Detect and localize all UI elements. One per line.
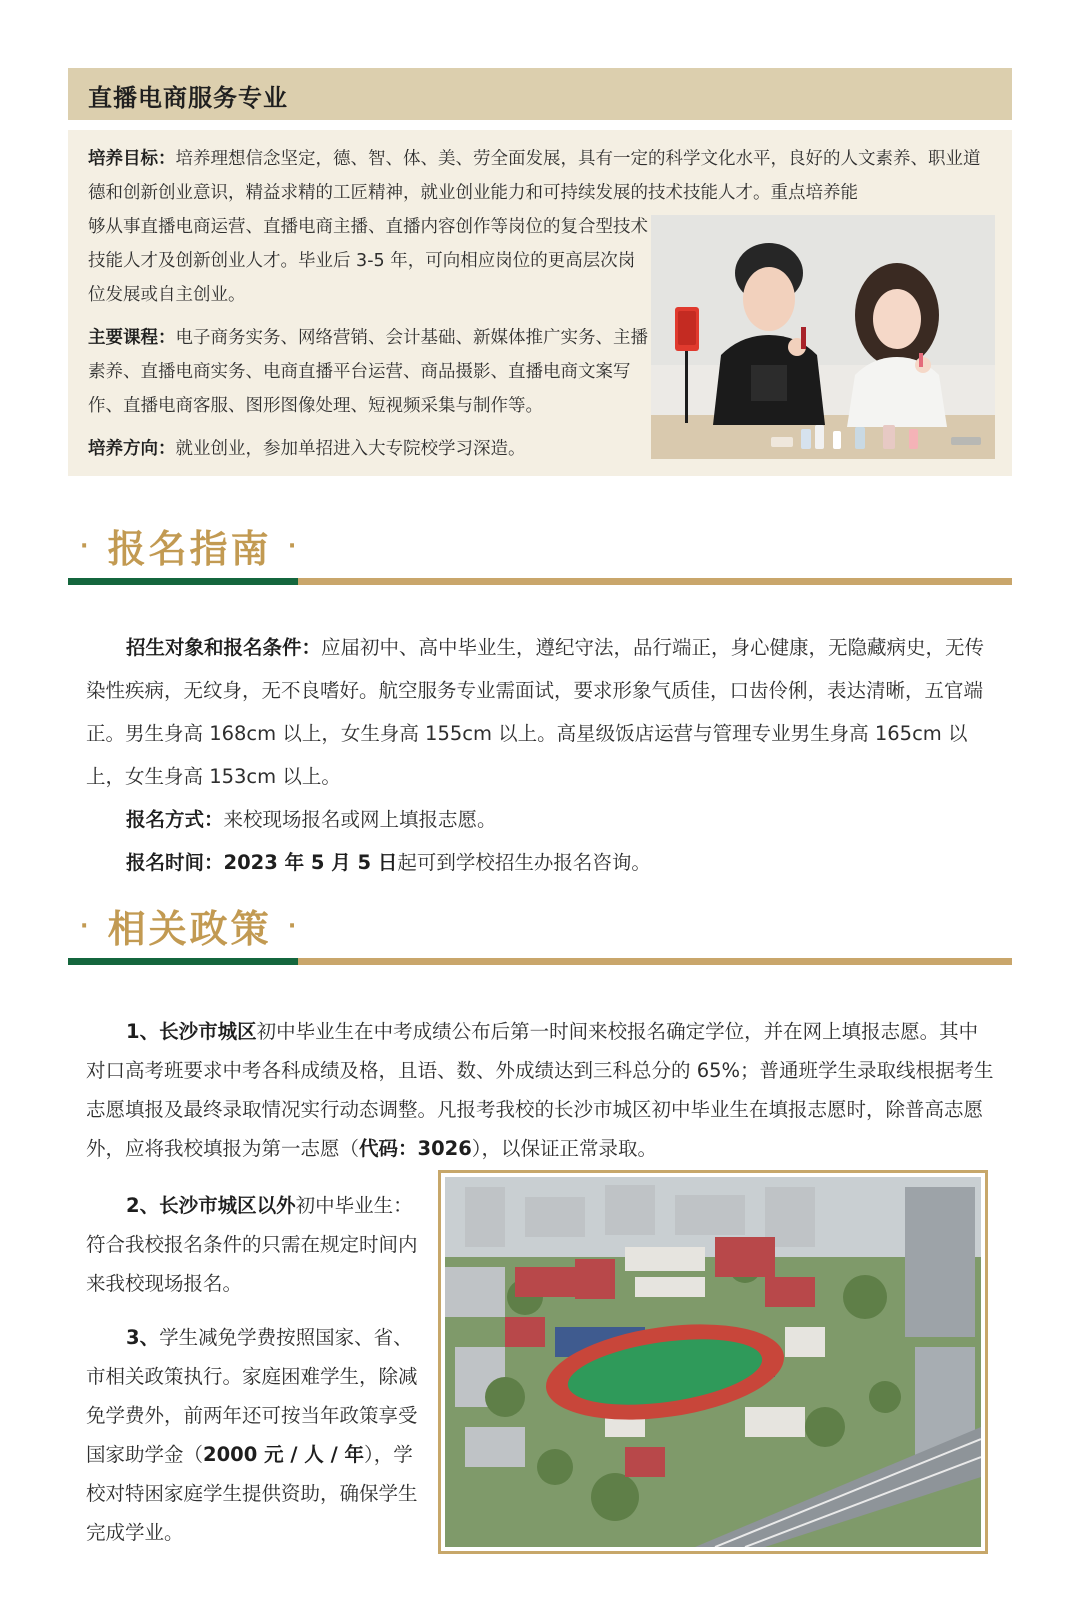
policy-title-text: 相关政策 [107, 907, 272, 951]
title-dot-left: · [80, 534, 92, 559]
divider-gold-segment [298, 958, 1012, 965]
direction-paragraph [88, 432, 648, 466]
policy2-bold: 长沙市城区以外 [159, 1194, 296, 1217]
courses-text: 电子商务实务、网络营销、会计基础、新媒体推广实务、主播素养、直播电商实务、电商直播平台运营、商品摄影、直播电商文案写作、直播电商客服、图形图像处理、短视频采集与制作等。 [88, 328, 648, 416]
policy1-bold: 长沙市城区 [159, 1020, 257, 1043]
conditions-paragraph [86, 626, 996, 798]
policy-item-2 [86, 1186, 426, 1303]
goal-text: 培养理想信念坚定，德、智、体、美、劳全面发展，具有一定的科学文化水平，良好的人文素养、职业道德和创新创业意识，精益求精的工匠精神，就业创业能力和可持续发展的技术技能人才。重点培养能 [88, 149, 981, 203]
divider-green-segment [68, 578, 298, 585]
program-title: 直播电商服务专业 [88, 84, 288, 112]
courses-label: 主要课程： [88, 328, 176, 348]
livestream-photo [651, 215, 995, 459]
time-date: 2023 年 5 月 5 日 [223, 851, 398, 874]
guide-title-text: 报名指南 [107, 527, 272, 571]
divider-gold-segment [298, 578, 1012, 585]
policy1-code: 代码：3026 [359, 1137, 472, 1160]
direction-label: 培养方向： [88, 439, 176, 459]
policy-section-title [80, 898, 299, 953]
policy1-end: ），以保证正常录取。 [471, 1137, 658, 1160]
campus-aerial-image [438, 1170, 988, 1554]
goal-label: 培养目标： [88, 149, 176, 169]
policy-item-3 [86, 1318, 426, 1552]
policy-divider [68, 958, 1012, 965]
time-label: 报名时间： [126, 851, 224, 874]
policy2-text: 初中毕业生：符合我校报名条件的只需在规定时间内来我校现场报名。 [86, 1194, 418, 1295]
guide-content [86, 626, 996, 884]
policy3-number: 3、 [126, 1326, 160, 1349]
method-paragraph [86, 798, 996, 841]
policy1-text: 初中毕业生在中考成绩公布后第一时间来校报名确定学位，并在网上填报志愿。其中对口高考班要求中考各科成绩及格，且语、数、外成绩达到三科总分的 65%；普通班学生录取线根据考生志愿填报及最终录取情况实行动态调整。凡报考我校的长沙市城区初中毕业生在填报志愿时，除普高志愿外，应将我校填报为第一志愿（ [86, 1020, 994, 1160]
method-label: 报名方式： [126, 808, 224, 831]
direction-text: 就业创业，参加单招进入大专院校学习深造。 [175, 439, 526, 459]
courses-paragraph [88, 321, 648, 423]
time-paragraph [86, 841, 996, 884]
policy-item-1 [86, 1012, 996, 1168]
policy2-number: 2、 [126, 1194, 160, 1217]
guide-section-title [80, 518, 299, 573]
divider-green-segment [68, 958, 298, 965]
time-text: 起可到学校招生办报名咨询。 [397, 851, 651, 874]
method-text: 来校现场报名或网上填报志愿。 [223, 808, 497, 831]
policy3-text: 学生减免学费按照国家、省、市相关政策执行。家庭困难学生，除减免学费外，前两年还可按当年政策享受国家助学金（ [86, 1326, 418, 1466]
policy3-end: ），学校对特困家庭学生提供资助，确保学生完成学业。 [86, 1443, 418, 1544]
goal-paragraph [88, 142, 993, 210]
guide-divider [68, 578, 1012, 585]
conditions-text: 应届初中、高中毕业生，遵纪守法，品行端正，身心健康，无隐藏病史，无传染性疾病，无纹身，无不良嗜好。航空服务专业需面试，要求形象气质佳，口齿伶俐，表达清晰，五官端正。男生身高 168cm 以上，女生身高 155cm 以上。高星级饭店运营与管理专业男生身高 165cm 以上，女生身高 153cm 以上。 [86, 636, 985, 788]
policy3-bold: 2000 元 / 人 / 年 [203, 1443, 364, 1466]
program-header [68, 68, 1012, 120]
policy1-number: 1、 [126, 1020, 160, 1043]
goal-paragraph-cont: 够从事直播电商运营、直播电商主播、直播内容创作等岗位的复合型技术技能人才及创新创业人才。毕业后 3-5 年，可向相应岗位的更高层次岗位发展或自主创业。 [88, 217, 648, 305]
title-dot-right: · [287, 534, 300, 559]
title-dot-left: · [80, 914, 92, 939]
title-dot-right: · [287, 914, 300, 939]
conditions-label: 招生对象和报名条件： [126, 636, 322, 659]
